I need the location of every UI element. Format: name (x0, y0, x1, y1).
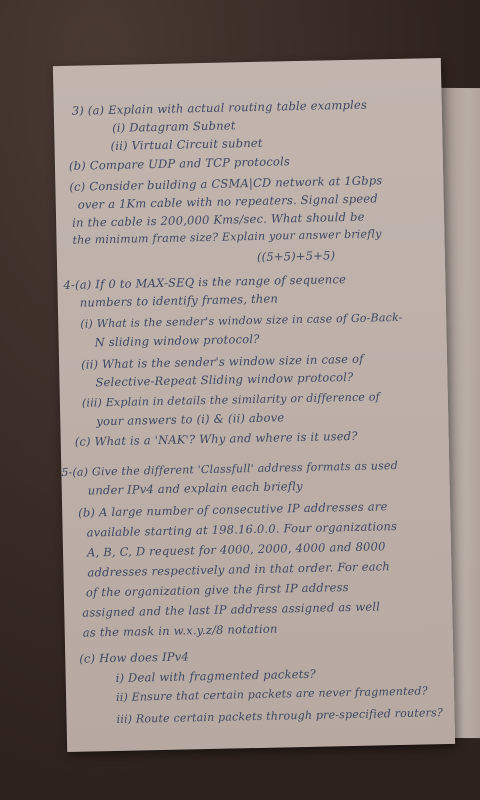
text-line: of the organization give the first IP address (85, 580, 349, 600)
text-line: 3) (a) Explain with actual routing table examples (71, 97, 368, 118)
text-line: (ii) What is the sender's window size in case of (80, 351, 364, 372)
text-line: 5-(a) Give the different 'Classfull' address formats as used (61, 459, 399, 480)
text-line: in the cable is 200,000 Kms/sec. What should be (71, 209, 365, 230)
text-line: (iii) Explain in details the similarity or difference of (81, 390, 381, 410)
text-line: (b) Compare UDP and TCP protocols (68, 154, 291, 173)
text-line: Selective-Repeat Sliding window protocol? (95, 369, 354, 390)
text-line: your answers to (i) & (ii) above (96, 410, 285, 429)
text-line: (b) A large number of consecutive IP addresses are (78, 499, 388, 520)
text-line: the minimum frame size? Explain your answer briefly (72, 227, 382, 247)
text-line: i) Deal with fragmented packets? (115, 666, 317, 685)
text-line: (c) What is a 'NAK'? Why and where is it used? (74, 428, 358, 449)
marks-allocation: ((5+5)+5+5) (256, 248, 336, 264)
text-line: A, B, C, D request for 4000, 2000, 4000 and 8000 (86, 539, 386, 560)
text-line: numbers to identify frames, then (79, 291, 279, 310)
text-line: ii) Ensure that certain packets are never fragmented? (115, 684, 428, 704)
handwritten-exam-page (53, 58, 455, 752)
text-line: (ii) Virtual Circuit subnet (110, 135, 263, 153)
text-line: iii) Route certain packets through pre-specified routers? (116, 706, 444, 726)
text-line: assigned and the last IP address assigned as well (82, 599, 381, 620)
text-line: (c) How does IPv4 (79, 649, 190, 666)
text-line: available starting at 198.16.0.0. Four organizations (86, 519, 398, 540)
text-line: N sliding window protocol? (94, 331, 260, 350)
text-line: under IPv4 and explain each briefly (87, 478, 303, 498)
text-line: addresses respectively and in that order. For each (87, 559, 391, 580)
text-line: over a 1Km cable with no repeaters. Signal speed (77, 191, 379, 212)
text-line: (i) Datagram Subnet (112, 118, 236, 135)
text-line: (c) Consider building a CSMA|CD network at 1Gbps (69, 173, 383, 194)
text-line: (i) What is the sender's window size in case of Go-Back- (80, 310, 403, 331)
text-line: 4-(a) If 0 to MAX-SEQ is the range of sequence (63, 272, 347, 292)
text-line: as the mask in w.x.y.z/8 notation (82, 621, 278, 640)
